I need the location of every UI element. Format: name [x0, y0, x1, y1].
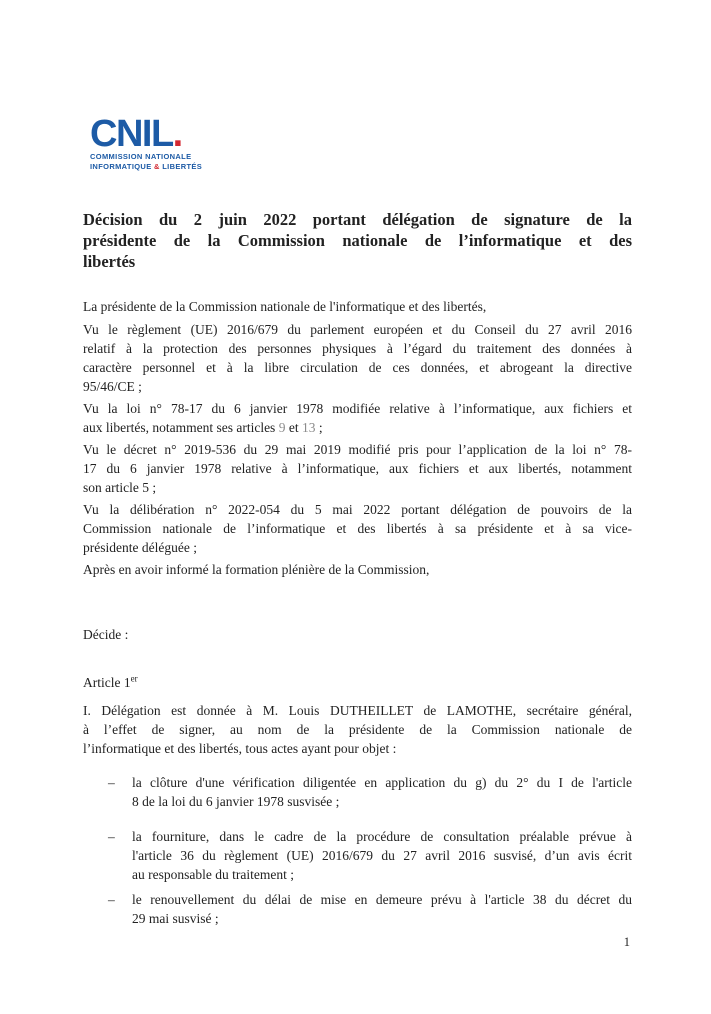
text-line: la fourniture, dans le cadre de la procédure de consultation préalable prévue à	[132, 829, 632, 844]
information-paragraph	[83, 560, 632, 579]
article-13-link[interactable]: 13	[301, 420, 316, 435]
delegation-bullet-list	[83, 773, 632, 928]
text-segment: et	[285, 420, 302, 435]
visa-loi-paragraph	[83, 399, 632, 437]
text-line	[83, 673, 632, 692]
page-number: 1	[623, 935, 630, 949]
dash-marker: –	[108, 775, 115, 790]
title-line: Décision du 2 juin 2022 portant délégation de signature de la	[83, 210, 632, 229]
title-line: libertés	[83, 252, 136, 271]
text-line: Commission nationale de l’informatique et des libertés à sa présidente et à sa vice-	[83, 521, 632, 536]
text-line: son article 5 ;	[83, 480, 157, 495]
text-line: présidente déléguée ;	[83, 540, 197, 555]
bullet-item	[83, 827, 632, 884]
text-line: 95/46/CE ;	[83, 379, 142, 394]
text-segment: ;	[315, 420, 323, 435]
visa-decret-paragraph	[83, 440, 632, 497]
delegation-intro-paragraph	[83, 701, 632, 758]
text-line: I. Délégation est donnée à M. Louis DUTHEILLET de LAMOTHE, secrétaire général,	[83, 703, 632, 718]
text-line: Vu la loi n° 78-17 du 6 janvier 1978 modifiée relative à l’informatique, aux fichiers et	[83, 401, 632, 416]
visa-reglement-paragraph	[83, 320, 632, 396]
dash-marker: –	[108, 829, 115, 844]
wordmark-text: CNIL	[90, 113, 173, 155]
logo-subline-1: COMMISSION NATIONALE	[90, 152, 192, 161]
logo-ampersand-icon: &	[154, 162, 160, 171]
article-1-heading	[83, 673, 632, 692]
text-line: 8 de la loi du 6 janvier 1978 susvisée ;	[132, 794, 340, 809]
logo-subline-2-rest: LIBERTÉS	[159, 162, 203, 171]
article-9-link[interactable]: 9	[278, 420, 286, 435]
text-line: la clôture d'une vérification diligentée en application du g) du 2° du I de l'article	[132, 775, 632, 790]
title-line: présidente de la Commission nationale de l’informatique et des	[83, 231, 632, 250]
text-line: le renouvellement du délai de mise en demeure prévu à l'article 38 du décret du	[132, 892, 632, 907]
text-line: Vu le décret n° 2019-536 du 29 mai 2019 modifié pris pour l’application de la loi n° 78-	[83, 442, 632, 457]
text-line: Après en avoir informé la formation plénière de la Commission,	[83, 562, 430, 577]
text-line: l'article 36 du règlement (UE) 2016/679 du 27 avril 2016 susvisé, d’un avis écrit	[132, 848, 632, 863]
text-line: l’informatique et des libertés, tous actes ayant pour objet :	[83, 741, 397, 756]
wordmark-dot: .	[172, 113, 182, 155]
ordinal-superscript: er	[130, 673, 138, 684]
logo-subline-2-text: INFORMATIQUE	[90, 162, 154, 171]
text-segment: aux libertés, notamment ses articles	[83, 420, 279, 435]
text-line: Vu la délibération n° 2022-054 du 5 mai 2022 portant délégation de pouvoirs de la	[83, 502, 632, 517]
bullet-item	[83, 890, 632, 928]
decide-heading	[83, 625, 632, 644]
preamble-opening	[83, 297, 632, 316]
dash-marker: –	[108, 892, 115, 907]
text-line: 17 du 6 janvier 1978 relative à l’informatique, aux fichiers et aux libertés, notamment	[83, 461, 632, 476]
text-line: caractère personnel et à la libre circulation de ces données, et abrogeant la directive	[83, 360, 632, 375]
text-line: au responsable du traitement ;	[132, 867, 294, 882]
visa-deliberation-paragraph	[83, 500, 632, 557]
text-line: 29 mai susvisé ;	[132, 911, 219, 926]
text-line: relatif à la protection des personnes physiques à l’égard du traitement des données à	[83, 341, 632, 356]
document-title	[83, 209, 632, 272]
article-label: Article 1	[83, 675, 131, 690]
document-body	[83, 0, 632, 928]
text-line: à l’effet de signer, au nom de la présidente de la Commission nationale de	[83, 722, 632, 737]
text-line	[83, 418, 632, 437]
text-line: Vu le règlement (UE) 2016/679 du parlement européen et du Conseil du 27 avril 2016	[83, 322, 632, 337]
bullet-item	[83, 773, 632, 811]
text-line: La présidente de la Commission nationale de l'informatique et des libertés,	[83, 299, 487, 314]
text-line: Décide :	[83, 627, 129, 642]
